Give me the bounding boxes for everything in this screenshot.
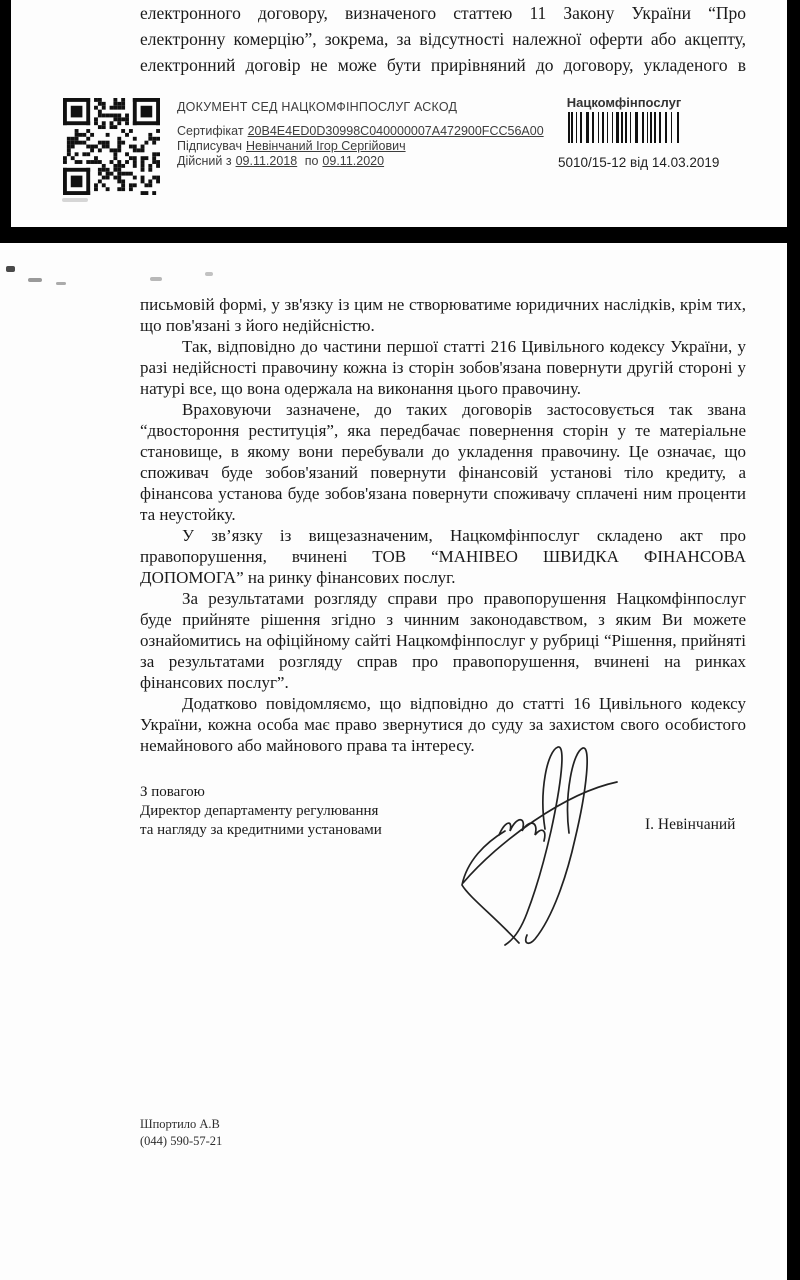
body-paragraph: У зв’язку із вищезазначеним, Нацкомфінпослуг складено акт про правопорушення, вчинені ТОВ “МАНІВЕО ШВИДКА ФІНАНСОВА ДОПОМОГА” на ринку фінансових послуг.: [140, 526, 746, 587]
cert-label: Сертифікат: [177, 124, 244, 138]
scan-speck: [6, 266, 15, 272]
right-scan-edge-bar: [787, 0, 800, 1280]
body-paragraph: Так, відповідно до частини першої статті 216 Цивільного кодексу України, у разі недійсності правочину кожна із сторін зобов'язана повернути другій стороні у натурі все, що вона одержала на виконання цього правочину.: [140, 337, 746, 398]
validity-line: [177, 154, 577, 169]
signer-line: [177, 139, 577, 154]
footer-contact: [140, 1116, 222, 1150]
barcode-icon: [568, 112, 680, 143]
barcode-block: [558, 95, 720, 170]
scan-speck: [28, 278, 42, 282]
signoff-line: З повагою: [140, 784, 205, 800]
signoff-line: та нагляду за кредитними установами: [140, 822, 382, 838]
body-paragraph: Враховуючи зазначене, до таких договорів застосовується так звана “двостороння реституція”, яка передбачає повернення сторін у те матеріальне становище, в якому вони перебували до укладення правочину. Це означає, що споживач буде зобов'язаний повернути фінансовій установі тіло кредиту, а фінансова установа буде зобов'язана повернути споживачу сплачені ним проценти та неустойку.: [140, 400, 746, 524]
page1-line: електронну комерцію”, зокрема, за відсутності належної оферти або акцепту,: [140, 29, 746, 49]
body-paragraph: Додатково повідомляємо, що відповідно до статті 16 Цивільного кодексу України, кожна особа має право звернутися до суду за захистом свого особистого немайнового або майнового права та інтересу.: [140, 694, 746, 755]
page1-line: електронного договору, визначеного статтею 11 Закону України “Про: [140, 3, 746, 23]
body-paragraph: письмовій формі, у зв'язку із цим не створюватиме юридичних наслідків, крім тих, що пов'язані з його недійсністю.: [140, 295, 746, 335]
signer-value: Невінчаний Ігор Сергійович: [246, 139, 406, 153]
signoff-line: Директор департаменту регулювання: [140, 803, 379, 819]
barcode-label: Нацкомфінпослуг: [566, 95, 682, 110]
cert-line: [177, 124, 577, 139]
scan-speck: [62, 198, 88, 202]
body-paragraph: За результатами розгляду справи про правопорушення Нацкомфінпослуг буде прийняте рішення згідно з чинним законодавством, з яким Ви можете ознайомитись на офіційному сайті Нацкомфінпослуг у рубриці “Рішення, прийняті за результатами розгляду справ про правопорушення, вчинені на ринках фінансових послуг”.: [140, 589, 746, 692]
esign-stamp: [177, 100, 577, 169]
page-separator-band: [0, 227, 800, 243]
valid-mid: по: [304, 154, 319, 168]
signer-label: Підписувач: [177, 139, 242, 153]
executor-name: Шпортило А.В: [140, 1117, 220, 1131]
valid-to: 09.11.2020: [322, 154, 385, 168]
stamp-title: ДОКУМЕНТ СЕД НАЦКОМФІНПОСЛУГ АСКОД: [177, 100, 458, 114]
valid-label: Дійсний з: [177, 154, 232, 168]
page2-body: [140, 294, 746, 756]
handwritten-signature: [447, 737, 625, 949]
left-scan-edge-bar: [0, 0, 11, 243]
signoff-block: [140, 783, 382, 840]
signer-name: І. Невінчаний: [645, 816, 736, 833]
qr-code-icon: [63, 98, 160, 195]
cert-value: 20B4E4ED0D30998C040000007A472900FCC56A00: [247, 124, 544, 138]
executor-phone: (044) 590-57-21: [140, 1134, 223, 1148]
page1-line: електронний договір не може бути прирівняний до договору, укладеного в: [140, 55, 746, 75]
scan-speck: [205, 272, 213, 276]
document-number: 5010/15-12 від 14.03.2019: [558, 155, 720, 170]
scan-speck: [56, 282, 66, 285]
scan-speck: [150, 277, 162, 281]
page1-paragraph: [140, 0, 746, 78]
valid-from: 09.11.2018: [235, 154, 298, 168]
